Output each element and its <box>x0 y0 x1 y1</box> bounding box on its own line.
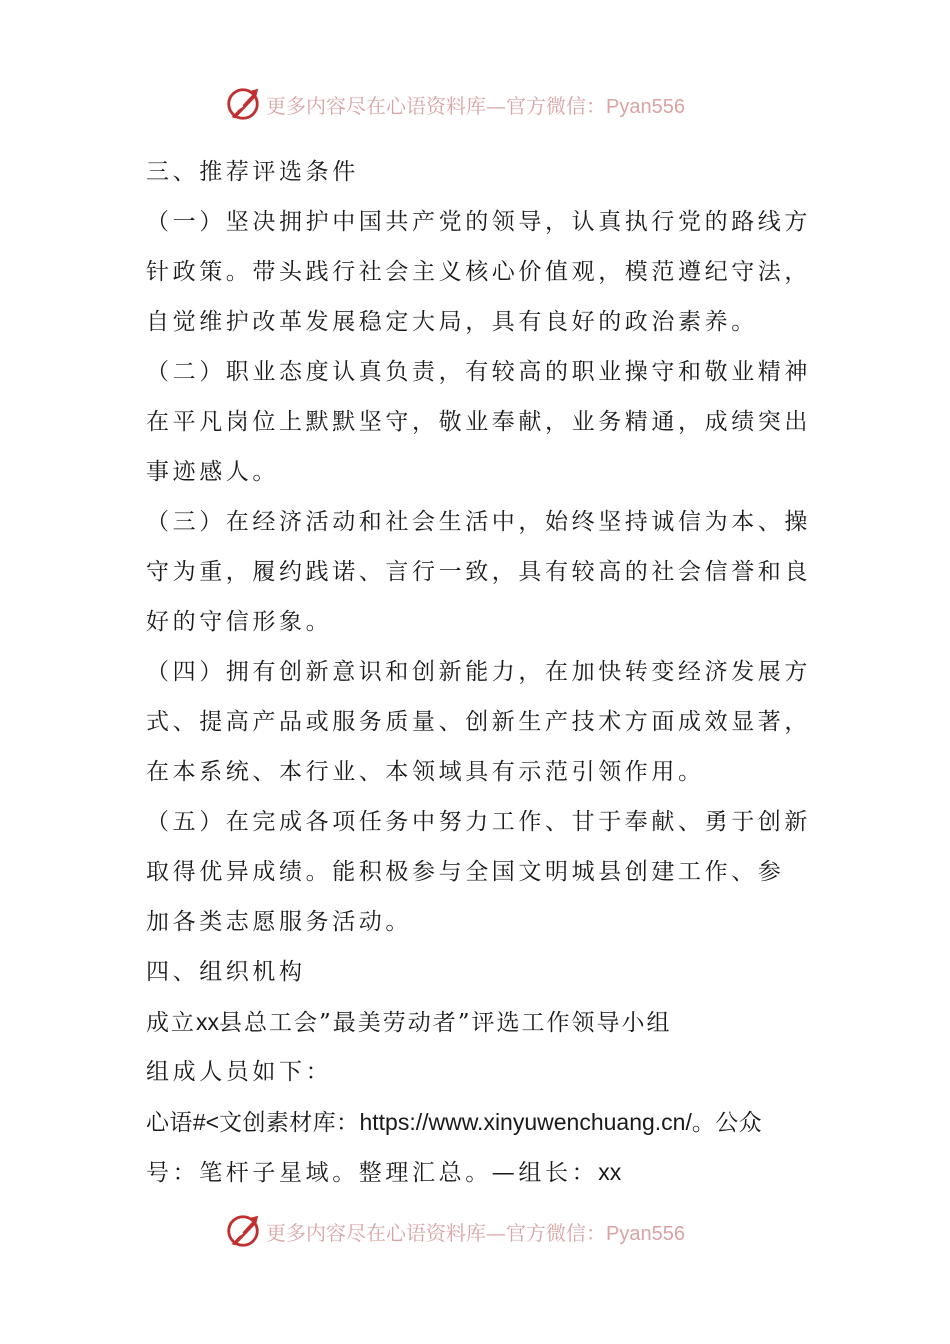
text-line: 加各类志愿服务活动。 <box>146 909 412 935</box>
document-body <box>146 147 810 1197</box>
org-line: 成立xx县总工会”最美劳动者”评选工作领导小组 <box>146 1009 672 1036</box>
section-heading: 三、推荐评选条件 <box>146 159 359 185</box>
wechat-id: Pyan556 <box>606 1222 685 1245</box>
footer-watermark <box>224 1211 744 1251</box>
text-line: 在本系统、本行业、本领域具有示范引领作用。 <box>146 759 705 785</box>
text-line: （二）职业态度认真负责，有较高的职业操守和敬业精神 <box>146 359 811 385</box>
text-line: （四）拥有创新意识和创新能力，在加快转变经济发展方 <box>146 659 811 685</box>
source-line: 心语#<文创素材库：https://www.xinyuwenchuang.cn/。公众 <box>146 1109 763 1136</box>
text-line: 式、提高产品或服务质量、创新生产技术方面成效显著， <box>146 709 811 735</box>
source-url: https://www.xinyuwenchuang.cn/ <box>359 1109 692 1135</box>
wechat-id: Pyan556 <box>606 95 685 118</box>
quill-logo-icon <box>224 85 262 123</box>
text-line: 好的守信形象。 <box>146 609 333 635</box>
text-line: 事迹感人。 <box>146 459 279 485</box>
members-line: 组成人员如下： <box>146 1059 333 1085</box>
watermark-text: 更多内容尽在心语资料库—官方微信：Pyan556 <box>266 93 685 118</box>
quill-logo-icon <box>224 1212 262 1250</box>
text-line: （一）坚决拥护中国共产党的领导，认真执行党的路线方 <box>146 209 811 235</box>
watermark-text: 更多内容尽在心语资料库—官方微信：Pyan556 <box>266 1220 685 1245</box>
text-line: 在平凡岗位上默默坚守，敬业奉献，业务精通，成绩突出 <box>146 409 811 435</box>
text-line: （三）在经济活动和社会生活中，始终坚持诚信为本、操 <box>146 509 811 535</box>
final-line: 号：笔杆子星域。整理汇总。—组长：xx <box>146 1159 622 1186</box>
text-line: 守为重，履约践诺、言行一致，具有较高的社会信誉和良 <box>146 559 811 585</box>
text-line: 自觉维护改革发展稳定大局，具有良好的政治素养。 <box>146 309 758 335</box>
text-line: （五）在完成各项任务中努力工作、甘于奉献、勇于创新 <box>146 809 811 835</box>
text-line: 取得优异成绩。能积极参与全国文明城县创建工作、参 <box>146 859 785 885</box>
section-heading: 四、组织机构 <box>146 959 306 985</box>
header-watermark <box>224 84 744 124</box>
text-line: 针政策。带头践行社会主义核心价值观，模范遵纪守法， <box>146 259 811 285</box>
